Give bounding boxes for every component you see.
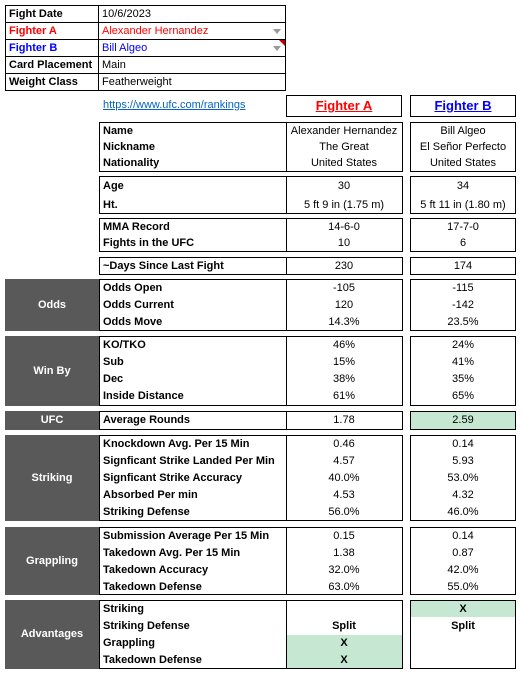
height-label: Ht. [103, 199, 118, 211]
ufc-section-label: UFC [5, 411, 99, 430]
striking-section-label: Striking [5, 435, 99, 521]
takedown-defense-b: 55.0% [447, 581, 479, 593]
fighter-a-select[interactable]: Alexander Hernandez [102, 25, 209, 37]
nickname-b: El Señor Perfecto [419, 141, 507, 153]
adv-striking-defense-a: Split [332, 620, 356, 632]
average-rounds-b: 2.59 [452, 414, 474, 426]
card-placement-label: Card Placement [9, 59, 93, 71]
knockdown-label: Knockdown Avg. Per 15 Min [103, 438, 250, 450]
submission-avg-label: Submission Average Per 15 Min [103, 530, 270, 542]
ko-tko-label: KO/TKO [103, 339, 146, 351]
adv-striking-defense-label: Striking Defense [103, 620, 190, 632]
adv-striking-defense-b: Split [451, 620, 475, 632]
height-a: 5 ft 9 in (1.75 m) [303, 199, 385, 211]
adv-takedown-defense-a: X [340, 654, 348, 666]
ufc-fights-label: Fights in the UFC [103, 237, 195, 249]
height-b: 5 ft 11 in (1.80 m) [420, 199, 506, 211]
weight-class-value[interactable]: Featherweight [102, 76, 172, 88]
takedown-accuracy-b: 42.0% [447, 564, 479, 576]
slpm-a: 4.57 [333, 455, 355, 467]
striking-defense-b: 46.0% [447, 506, 479, 518]
takedown-accuracy-label: Takedown Accuracy [103, 564, 209, 576]
nationality-a: United States [310, 157, 378, 169]
absorbed-label: Absorbed Per min [103, 489, 198, 501]
age-b: 34 [456, 180, 470, 192]
takedown-avg-b: 0.87 [452, 547, 474, 559]
slpm-label: Signficant Strike Landed Per Min [103, 455, 275, 467]
takedown-avg-a: 1.38 [333, 547, 355, 559]
adv-striking-label: Striking [103, 603, 144, 615]
dropdown-arrow-icon[interactable] [273, 46, 281, 51]
dec-b: 35% [451, 373, 475, 385]
knockdown-b: 0.14 [452, 438, 474, 450]
odds-move-a: 14.3% [328, 316, 360, 328]
odds-current-label: Odds Current [103, 299, 174, 311]
age-label: Age [103, 180, 124, 192]
striking-defense-a: 56.0% [328, 506, 360, 518]
sub-label: Sub [103, 356, 124, 368]
comment-marker-icon[interactable] [279, 40, 285, 46]
adv-takedown-defense-label: Takedown Defense [103, 654, 202, 666]
age-a: 30 [337, 180, 351, 192]
absorbed-a: 4.53 [333, 489, 355, 501]
adv-grappling-a: X [340, 637, 348, 649]
fighter-b-header: Fighter B [434, 98, 492, 113]
fight-date-value[interactable]: 10/6/2023 [102, 8, 151, 20]
info-divider [98, 5, 99, 91]
average-rounds-label: Average Rounds [103, 414, 191, 426]
days-since-b: 174 [453, 260, 473, 272]
mma-record-label: MMA Record [103, 221, 170, 233]
ufc-fights-a: 10 [337, 237, 351, 249]
days-since-label: ~Days Since Last Fight [103, 260, 224, 272]
odds-open-label: Odds Open [103, 282, 163, 294]
striking-defense-label: Striking Defense [103, 506, 190, 518]
submission-avg-a: 0.15 [333, 530, 355, 542]
strike-accuracy-label: Signficant Strike Accuracy [103, 472, 242, 484]
submission-avg-b: 0.14 [452, 530, 474, 542]
odds-move-b: 23.5% [447, 316, 479, 328]
ufc-fights-b: 6 [459, 237, 467, 249]
odds-section-label: Odds [5, 279, 99, 331]
fighter-a-label: Fighter A [9, 25, 57, 37]
knockdown-a: 0.46 [333, 438, 355, 450]
mma-record-b: 17-7-0 [447, 221, 479, 233]
weight-class-label: Weight Class [9, 76, 78, 88]
adv-grappling-label: Grappling [103, 637, 155, 649]
adv-striking-b: X [459, 603, 467, 615]
advantages-section-label: Advantages [5, 600, 99, 669]
rankings-link[interactable]: https://www.ufc.com/rankings [103, 99, 246, 111]
card-placement-value[interactable]: Main [102, 59, 126, 71]
sub-a: 15% [332, 356, 356, 368]
sub-b: 41% [451, 356, 475, 368]
strike-accuracy-a: 40.0% [328, 472, 360, 484]
ko-tko-a: 46% [332, 339, 356, 351]
mma-record-a: 14-6-0 [328, 221, 360, 233]
average-rounds-a: 1.78 [333, 414, 355, 426]
name-b: Bill Algeo [440, 125, 486, 137]
odds-move-label: Odds Move [103, 316, 163, 328]
takedown-avg-label: Takedown Avg. Per 15 Min [103, 547, 241, 559]
name-label: Name [103, 125, 133, 137]
nationality-label: Nationality [103, 157, 160, 169]
odds-open-b: -115 [452, 282, 474, 294]
nickname-a: The Great [319, 141, 369, 153]
fight-date-label: Fight Date [9, 8, 63, 20]
takedown-defense-a: 63.0% [328, 581, 360, 593]
strike-accuracy-b: 53.0% [447, 472, 479, 484]
fighter-b-select[interactable]: Bill Algeo [102, 42, 148, 54]
odds-current-a: 120 [334, 299, 354, 311]
fighter-b-label: Fighter B [9, 42, 58, 54]
odds-open-a: -105 [332, 282, 356, 294]
slpm-b: 5.93 [452, 455, 474, 467]
absorbed-b: 4.32 [452, 489, 474, 501]
takedown-defense-label: Takedown Defense [103, 581, 202, 593]
name-a: Alexander Hernandez [290, 125, 398, 137]
odds-current-b: -142 [451, 299, 475, 311]
inside-distance-a: 61% [332, 390, 356, 402]
takedown-accuracy-a: 32.0% [328, 564, 360, 576]
inside-distance-label: Inside Distance [103, 390, 184, 402]
nationality-b: United States [429, 157, 497, 169]
ko-tko-b: 24% [451, 339, 475, 351]
days-since-a: 230 [334, 260, 354, 272]
nickname-label: Nickname [103, 141, 155, 153]
grappling-section-label: Grappling [5, 527, 99, 595]
dec-a: 38% [332, 373, 356, 385]
dropdown-arrow-icon[interactable] [273, 29, 281, 34]
inside-distance-b: 65% [451, 390, 475, 402]
dec-label: Dec [103, 373, 124, 385]
fighter-a-header: Fighter A [315, 98, 373, 113]
win-by-section-label: Win By [5, 336, 99, 406]
